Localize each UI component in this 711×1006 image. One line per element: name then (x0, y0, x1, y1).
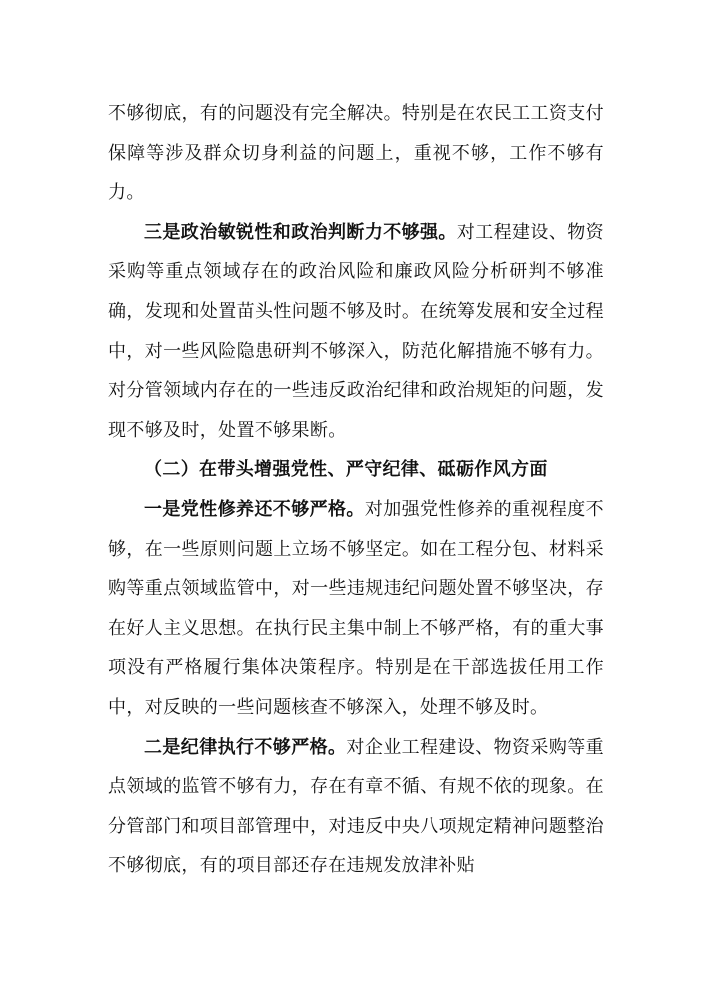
paragraph-text: 不够彻底，有的问题没有完全解决。特别是在农民工工资支付保障等涉及群众切身利益的问题上，重视不够，工作不够有力。 (108, 103, 604, 204)
paragraph-lead: 一是党性修养还不够严格。 (144, 498, 365, 520)
paragraph-party-spirit (108, 490, 604, 728)
paragraph-text: 对工程建设、物资采购等重点领域存在的政治风险和廉政风险分析研判不够准确，发现和处置苗头性问题不够及时。在统筹发展和安全过程中，对一些风险隐患研判不够深入，防范化解措施不够有力。对分管领域内存在的一些违反政治纪律和政治规矩的问题，发现不够及时，处置不够果断。 (108, 221, 604, 441)
paragraph-discipline (108, 728, 604, 886)
document-body (108, 94, 604, 886)
paragraph-lead: 三是政治敏锐性和政治判断力不够强。 (144, 221, 457, 243)
section-heading-text: （二）在带头增强党性、严守纪律、砥砺作风方面 (144, 459, 548, 481)
paragraph-continuation (108, 94, 604, 213)
paragraph-lead: 二是纪律执行不够严格。 (144, 736, 347, 758)
paragraph-text: 对企业工程建设、物资采购等重点领域的监管不够有力，存在有章不循、有规不依的现象。在分管部门和项目部管理中，对违反中央八项规定精神问题整治不够彻底，有的项目部还存在违规发放津补贴 (108, 736, 604, 877)
section-heading (108, 450, 604, 490)
paragraph-text: 对加强党性修养的重视程度不够，在一些原则问题上立场不够坚定。如在工程分包、材料采购等重点领域监管中，对一些违规违纪问题处置不够坚决，存在好人主义思想。在执行民主集中制上不够严格，有的重大事项没有严格履行集体决策程序。特别是在干部选拔任用工作中，对反映的一些问题核查不够深入，处理不够及时。 (108, 498, 604, 718)
paragraph-political-sensitivity (108, 213, 604, 451)
